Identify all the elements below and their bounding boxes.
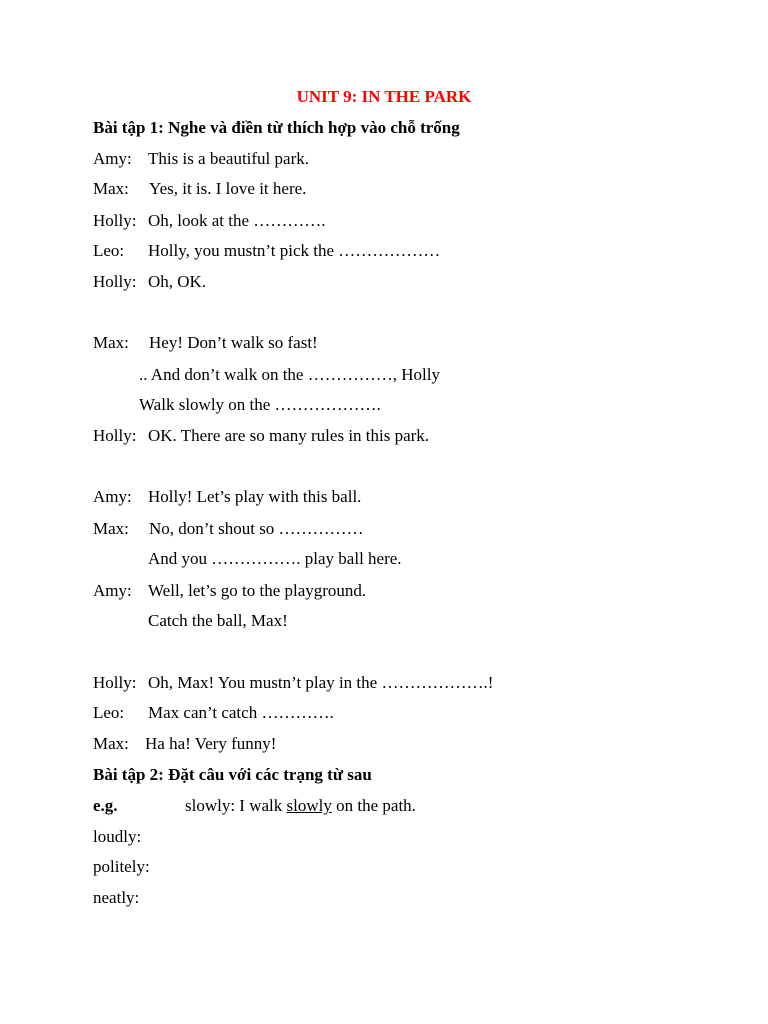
speaker-label: Amy:: [93, 487, 132, 506]
dialogue-text: And you ……………. play ball here.: [148, 549, 402, 568]
speaker-label: Amy:: [93, 149, 132, 168]
example-underlined-word: slowly: [286, 796, 332, 815]
dialogue-text: Oh, look at the ………….: [148, 211, 326, 230]
dialogue-text: Walk slowly on the ……………….: [139, 395, 381, 414]
speaker-label: Holly:: [93, 211, 137, 230]
dialogue-line: [93, 426, 430, 446]
dialogue-line: [93, 734, 277, 754]
dialogue-text: Oh, Max! You mustn’t play in the ……………….!: [148, 673, 494, 692]
page-title: UNIT 9: IN THE PARK: [296, 87, 472, 106]
dialogue-line: [93, 487, 362, 507]
speaker-label: Holly:: [93, 426, 137, 445]
speaker-label: Max:: [93, 179, 129, 198]
speaker-label: Max:: [93, 519, 129, 538]
dialogue-text: No, don’t shout so ……………: [149, 519, 364, 538]
example-after: on the path.: [331, 796, 416, 815]
example-label: e.g.: [93, 796, 118, 815]
dialogue-line: [93, 673, 494, 693]
dialogue-text: Ha ha! Very funny!: [145, 734, 277, 753]
dialogue-line: [93, 241, 441, 261]
dialogue-text: Catch the ball, Max!: [148, 611, 288, 630]
dialogue-text: Yes, it is. I love it here.: [149, 179, 307, 198]
example-line: [93, 796, 416, 816]
dialogue-text: Well, let’s go to the playground.: [148, 581, 367, 600]
dialogue-line: [93, 272, 207, 292]
dialogue-text: Max can’t catch ………….: [148, 703, 334, 722]
dialogue-line: [93, 519, 364, 539]
dialogue-text: OK. There are so many rules in this park.: [148, 426, 430, 445]
dialogue-text: Holly! Let’s play with this ball.: [148, 487, 362, 506]
dialogue-text: Holly, you mustn’t pick the ………………: [148, 241, 441, 260]
exercise-item: politely:: [93, 857, 150, 876]
dialogue-text: This is a beautiful park.: [148, 149, 309, 168]
exercise-item: neatly:: [93, 888, 140, 907]
speaker-label: Amy:: [93, 581, 132, 600]
dialogue-text: Hey! Don’t walk so fast!: [149, 333, 318, 352]
dialogue-line: [93, 333, 318, 353]
speaker-label: Max:: [93, 734, 129, 753]
dialogue-line: [93, 149, 309, 169]
dialogue-line: [93, 703, 334, 723]
dialogue-line: [93, 581, 367, 601]
dialogue-line: [93, 211, 326, 231]
exercise-1-heading: Bài tập 1: Nghe và điền từ thích hợp vào chỗ trống: [93, 118, 460, 137]
dialogue-line: [93, 179, 307, 199]
speaker-label: Max:: [93, 333, 129, 352]
example-before: slowly: I walk: [185, 796, 287, 815]
speaker-label: Leo:: [93, 703, 125, 722]
speaker-label: Leo:: [93, 241, 125, 260]
dialogue-text: .. And don’t walk on the ……………, Holly: [139, 365, 440, 384]
dialogue-text: Oh, OK.: [148, 272, 207, 291]
example-sentence: [185, 796, 416, 816]
exercise-2-heading: Bài tập 2: Đặt câu với các trạng từ sau: [93, 765, 372, 784]
exercise-item: loudly:: [93, 827, 142, 846]
speaker-label: Holly:: [93, 272, 137, 291]
speaker-label: Holly:: [93, 673, 137, 692]
